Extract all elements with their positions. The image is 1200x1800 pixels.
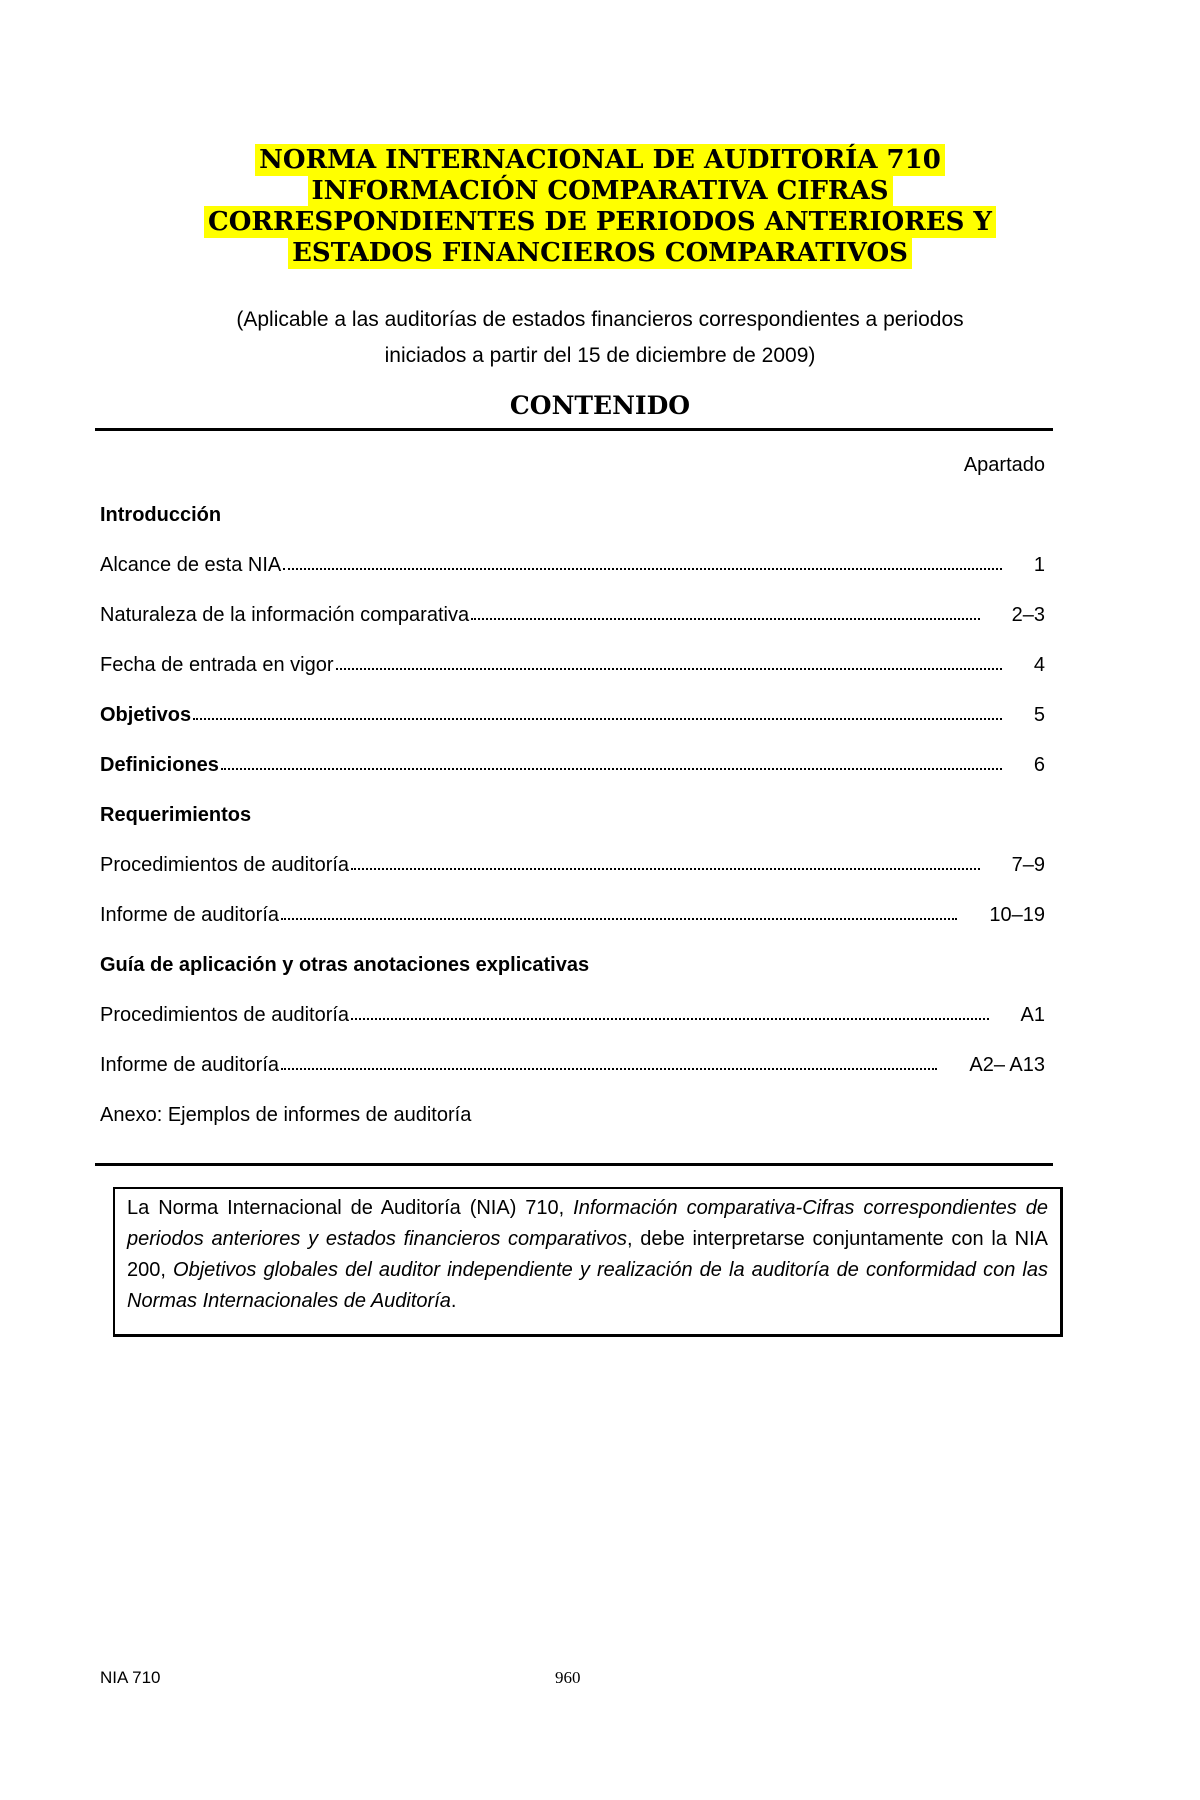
toc-entry-label: Guía de aplicación y otras anotaciones explicativas [100,953,590,976]
toc-entry [100,640,1050,690]
toc-entry [100,890,1050,940]
toc-entry-label: Procedimientos de auditoría [100,1003,350,1026]
toc-entry [100,540,1050,590]
toc-entry-paragraph: 10–19 [989,903,1045,926]
toc-entry-paragraph: 5 [1033,703,1045,726]
toc-entry-label: Alcance de esta NIA [100,553,282,576]
page-number: 960 [555,1668,581,1687]
toc-entry [100,1090,1050,1140]
note-text-3: . [450,1290,457,1312]
toc-entry-label: Anexo: Ejemplos de informes de auditoría [100,1103,472,1126]
note-italic-title-2: Objetivos globales del auditor independiente y realización de la auditoría de conformidad con las Normas Internacionales de Auditoría [127,1259,1049,1312]
toc-entry [100,690,1050,740]
toc-entry-paragraph: 6 [1033,753,1045,776]
toc-entry-paragraph: 4 [1033,653,1045,676]
toc-entry-label: Introducción [100,503,222,526]
subtitle-line-2: iniciados a partir del 15 de diciembre de 2009) [384,344,816,367]
title-line-2: INFORMACIÓN COMPARATIVA CIFRAS [308,175,893,207]
toc-entry-label: Requerimientos [100,803,252,826]
note-text-1: La Norma Internacional de Auditoría (NIA) 710, [127,1197,574,1219]
footer-standard-id: NIA 710 [100,1668,161,1687]
bottom-rule [95,1163,1053,1166]
toc-entry-label: Fecha de entrada en vigor [100,653,334,676]
toc-entry [100,940,1050,990]
toc-entry-label: Informe de auditoría [100,903,279,926]
toc-entry [100,740,1050,790]
toc-entry-paragraph: 2–3 [1011,603,1045,626]
toc-entry-label: Definiciones [100,753,219,776]
note-italic-title-1: Información comparativa-Cifras correspondientes de periodos anteriores y estados financieros comparativos [127,1197,1048,1250]
title-line-4: ESTADOS FINANCIEROS COMPARATIVOS [288,237,912,269]
apartado-column-label: Apartado [963,454,1045,476]
applicability-note [220,302,980,374]
note-text-2: , debe interpretarse conjuntamente con la NIA 200, [127,1228,1048,1281]
toc-entry-paragraph: A1 [1020,1003,1045,1026]
toc-entry-paragraph: 1 [1033,553,1045,576]
toc-entry-label: Informe de auditoría [100,1053,279,1076]
toc-entry [100,990,1050,1040]
table-of-contents [100,440,1050,1140]
note-box [113,1187,1063,1337]
top-rule [95,428,1053,431]
document-title [0,145,1200,269]
toc-entry-label: Naturaleza de la información comparativa [100,603,470,626]
toc-entry [100,1040,1050,1090]
subtitle-line-1: (Aplicable a las auditorías de estados financieros correspondientes a periodos [236,308,964,331]
contents-heading: CONTENIDO [509,391,691,420]
toc-entry [100,490,1050,540]
title-line-1: NORMA INTERNACIONAL DE AUDITORÍA 710 [255,144,945,176]
toc-entry [100,590,1050,640]
toc-entry-label: Objetivos [100,703,192,726]
toc-entry-paragraph: A2– A13 [969,1053,1045,1076]
toc-entry [100,840,1050,890]
toc-entry-label: Procedimientos de auditoría [100,853,350,876]
title-line-3: CORRESPONDIENTES DE PERIODOS ANTERIORES Y [204,206,996,238]
toc-entry-paragraph: 7–9 [1011,853,1045,876]
toc-entry [100,790,1050,840]
